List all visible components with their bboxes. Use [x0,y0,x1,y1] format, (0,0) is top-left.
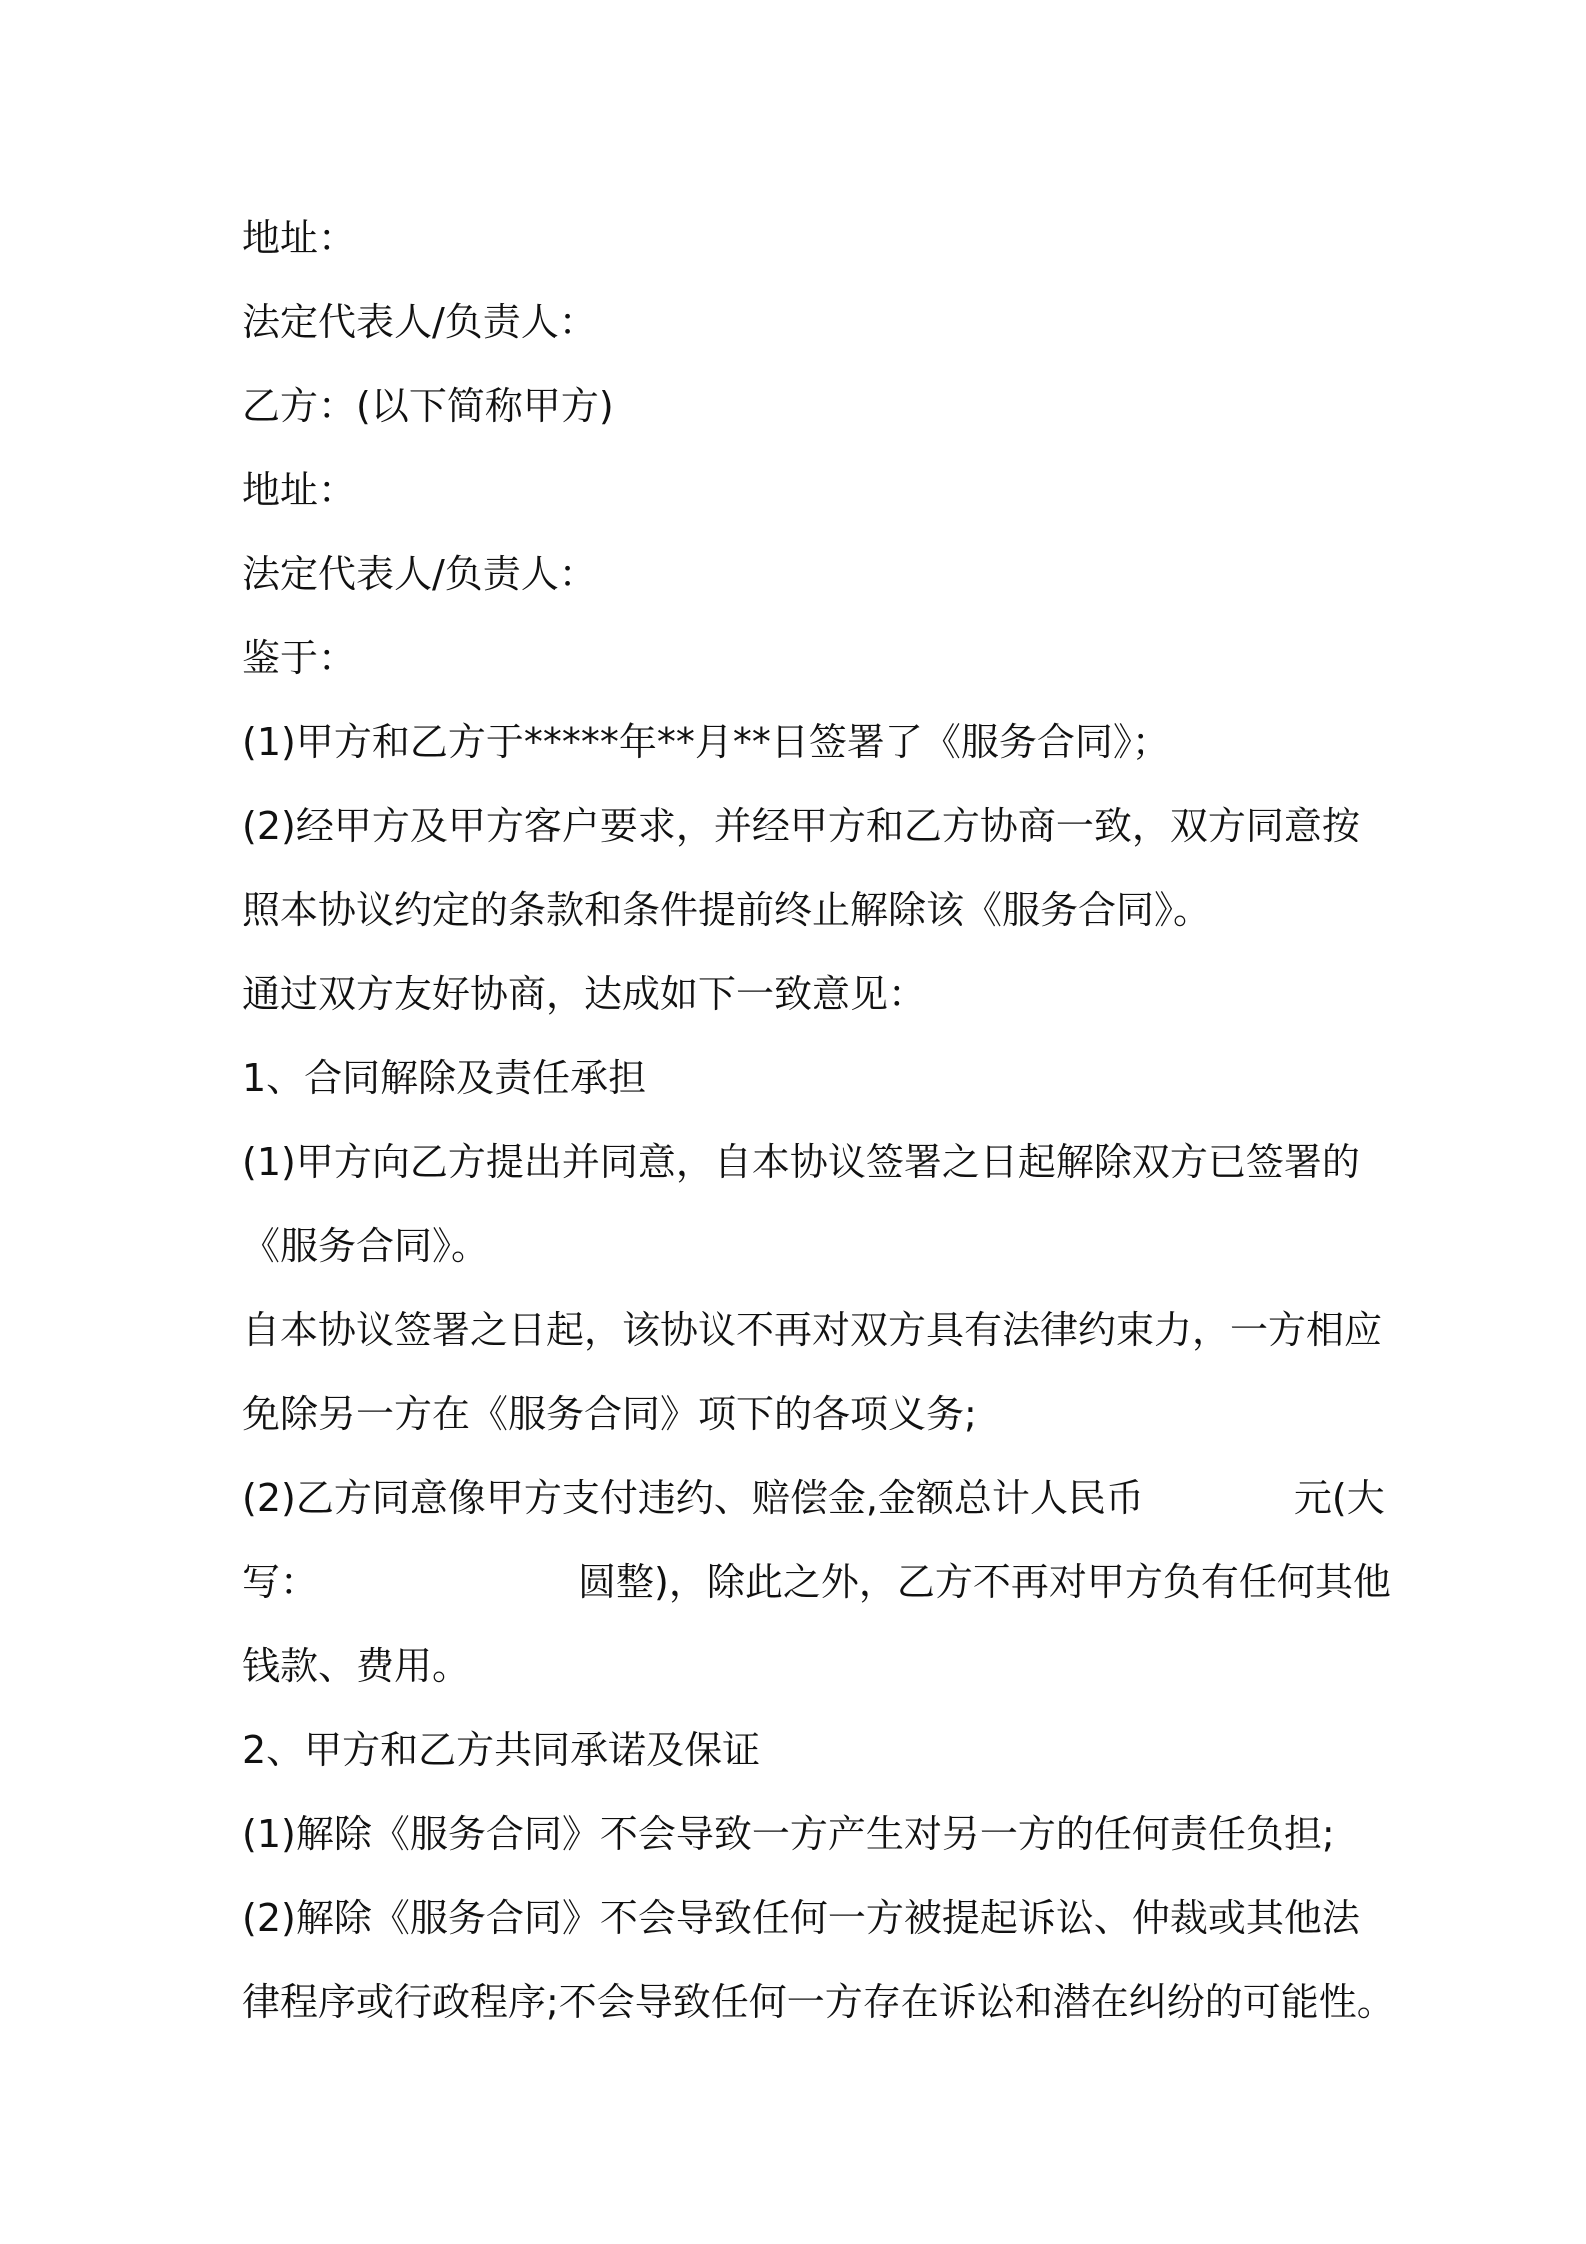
party-a-address: 地址： [242,216,357,260]
section-1-item-2-line-3: 钱款、费用。 [242,1644,471,1688]
whereas-item-1: (1)甲方和乙方于*****年**月**日签署了《服务合同》； [242,720,1170,764]
party-b-representative: 法定代表人/负责人： [242,552,597,596]
party-b-heading: 乙方：(以下简称甲方) [242,384,614,428]
section-1-heading: 1、合同解除及责任承担 [242,1056,647,1100]
currency-unit-text: 元(大 [1293,1476,1385,1520]
section-2-item-2-line-1: (2)解除《服务合同》不会导致任何一方被提起诉讼、仲裁或其他法 [242,1896,1360,1940]
section-1-item-2-line-2 [242,1540,1391,1624]
section-1-item-1-line-2: 《服务合同》。 [242,1224,490,1268]
section-1-item-1-line-1: (1)甲方向乙方提出并同意，自本协议签署之日起解除双方已签署的 [242,1140,1360,1184]
section-1-paragraph-line-2: 免除另一方在《服务合同》项下的各项义务; [242,1392,977,1436]
section-2-item-1: (1)解除《服务合同》不会导致一方产生对另一方的任何责任负担; [242,1812,1335,1856]
payment-clause-continuation: 圆整)，除此之外，乙方不再对甲方负有任何其他 [578,1560,1391,1604]
party-a-representative: 法定代表人/负责人： [242,300,597,344]
section-1-paragraph-line-1: 自本协议签署之日起，该协议不再对双方具有法律约束力，一方相应 [242,1308,1383,1352]
section-2-heading: 2、甲方和乙方共同承诺及保证 [242,1728,761,1772]
agreement-intro: 通过双方友好协商，达成如下一致意见： [242,972,927,1016]
whereas-item-2-line-1: (2)经甲方及甲方客户要求，并经甲方和乙方协商一致，双方同意按 [242,804,1360,848]
section-2-item-2-line-2: 律程序或行政程序;不会导致任何一方存在诉讼和潜在纠纷的可能性。 [242,1980,1395,2024]
section-1-item-2-line-1 [242,1456,1385,1540]
party-b-address: 地址： [242,468,357,512]
whereas-heading: 鉴于： [242,636,357,680]
payment-clause-text: (2)乙方同意像甲方支付违约、赔偿金,金额总计人民币 [242,1476,1144,1520]
document-body [242,196,1395,2044]
capital-amount-label: 写： [242,1560,319,1604]
whereas-item-2-line-2: 照本协议约定的条款和条件提前终止解除该《服务合同》。 [242,888,1212,932]
